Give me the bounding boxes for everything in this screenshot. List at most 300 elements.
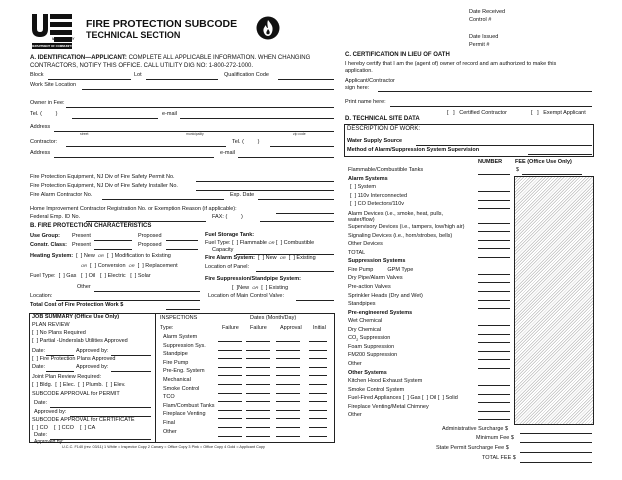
inspections-heading: INSPECTIONS [160, 315, 198, 321]
technical-item-text: Smoke Control System [348, 386, 405, 393]
technical-number-field[interactable] [478, 385, 510, 386]
inspection-row-label: Smoke Control [163, 385, 200, 392]
fire-alarm-contractor-label: Fire Alarm Contractor No. [30, 192, 93, 198]
heating-or-1: OR [97, 253, 104, 258]
contractor-address-field[interactable] [54, 157, 214, 158]
logo-text: DCA [0, 0, 3, 1]
flame-icon [256, 16, 280, 40]
technical-check-text[interactable]: CO Detectors/110v [357, 201, 405, 208]
technical-number-field[interactable] [478, 174, 510, 175]
owner-email-label: e-mail [162, 111, 177, 117]
technical-item-text2: water/flow) [348, 217, 375, 224]
inspection-date-field[interactable] [246, 401, 270, 402]
technical-number-field[interactable] [478, 282, 510, 283]
technical-number-field[interactable] [478, 291, 510, 292]
inspection-date-field[interactable] [218, 401, 242, 402]
inspection-date-field[interactable] [309, 367, 327, 368]
job-summary-heading: JOB SUMMARY (Office Use Only) [32, 314, 120, 320]
technical-item-text: Foam Suppression [348, 343, 395, 350]
suppression-new-option[interactable]: New [238, 285, 250, 291]
tank-capacity-label: Capacity [212, 247, 234, 253]
technical-item [348, 251, 365, 257]
inspection-date-field[interactable] [246, 350, 270, 351]
technical-check-text[interactable]: 110v Interconnected [357, 192, 408, 199]
heating-replacement-option[interactable]: Replacement [145, 263, 178, 269]
suppression-or: OR [252, 285, 259, 290]
subcode-cert-date-label: Date: [34, 432, 48, 438]
owner-email-field[interactable] [180, 118, 334, 119]
technical-item [348, 353, 397, 359]
use-group-present-field[interactable] [94, 240, 132, 241]
fp-plans-approved-by-field[interactable] [111, 371, 151, 372]
contractor-email-field[interactable] [238, 157, 334, 158]
technical-item [348, 362, 362, 368]
inspection-date-field[interactable] [276, 418, 300, 419]
heating-system-label: Heating System: [30, 253, 74, 259]
technical-heading-text: Alarm Systems [348, 175, 388, 182]
fuel-type-row: Fuel Type: [ ] Gas [ ] Oil [ ] Electric [ ] Solar [30, 273, 151, 279]
form-title: FIRE PROTECTION SUBCODE [86, 18, 238, 30]
constr-class-present-label: Present [72, 242, 91, 248]
technical-number-field[interactable] [478, 248, 510, 249]
contractor-email-label: e-mail [220, 150, 235, 156]
fp-permit-field[interactable] [196, 181, 334, 182]
qualification-code-label: Qualification Code [224, 72, 269, 78]
inspection-date-field[interactable] [246, 358, 270, 359]
partial-option[interactable]: [ ] Partial -Underslab Utilities Approved [32, 338, 128, 344]
work-site-label: Work Site Location [30, 82, 77, 88]
joint-elev-option[interactable]: Elev. [113, 382, 126, 388]
technical-number-field[interactable] [478, 325, 510, 326]
inspection-date-field[interactable] [246, 393, 270, 394]
minimum-fee-field[interactable] [520, 442, 592, 443]
fuel-other-field[interactable] [94, 291, 200, 292]
partial-approved-by-field[interactable] [111, 355, 151, 356]
heating-row2: OR [ ] Conversion OR [ ] Replacement [81, 263, 178, 269]
inspection-date-field[interactable] [246, 384, 270, 385]
technical-item [348, 268, 413, 274]
inspection-date-field[interactable] [218, 427, 242, 428]
fax-text: FAX [212, 214, 223, 220]
location-control-valve-label: Location of Main Control Valve: [208, 293, 285, 299]
owner-tel-field[interactable] [72, 118, 158, 119]
technical-number-field[interactable] [478, 200, 510, 201]
section-c-heading: C. CERTIFICATION IN LIEU OF OATH [345, 52, 450, 58]
inspection-date-field[interactable] [276, 341, 300, 342]
inspection-date-field[interactable] [309, 410, 327, 411]
total-cost-text: Total Cost of Fire Protection Work [30, 302, 119, 308]
technical-item [348, 225, 464, 231]
tank-combustible-option[interactable]: Combustible [283, 240, 315, 246]
technical-item-text: Other [348, 412, 362, 419]
fuel-solar-option[interactable]: Solar [137, 273, 151, 279]
total-fee-label: TOTAL FEE $ [482, 455, 516, 461]
no-plans-option[interactable]: [ ] No Plans Required [32, 330, 86, 336]
fp-plans-approved-by-label: Approved by: [76, 364, 109, 370]
suppression-standpipe-label: Fire Suppression/Standpipe System: [205, 276, 301, 282]
fee-dollar-sign: $ [516, 167, 520, 173]
inspection-row-label: Flam/Combust Tanks [163, 402, 215, 409]
technical-item-text: Other Devices [348, 241, 383, 248]
joint-plan-options: [ ] Bldg. [ ] Elec. [ ] Plumb. [ ] Elev. [32, 382, 126, 388]
home-improvement-label: Home Improvement Contractor Registration No. or Exemption Reason (if applicable): [30, 206, 237, 212]
technical-item [348, 177, 388, 183]
technical-item-text: Supervisory Devices (i.e., tampers, low/high air) [348, 224, 465, 231]
municipality-caption: municipality [186, 132, 204, 136]
contractor-tel-text: Tel. [232, 139, 241, 145]
subcode-cert-date-field[interactable] [50, 439, 151, 440]
technical-number-field[interactable] [478, 308, 510, 309]
owner-tel-label: Tel. ( ) [30, 111, 58, 117]
inspection-date-field[interactable] [218, 375, 242, 376]
alarm-new-option[interactable]: New [265, 255, 277, 261]
technical-item [348, 336, 390, 343]
technical-item-text: Other [348, 360, 362, 367]
heating-location-field[interactable] [56, 300, 200, 301]
total-cost-label [30, 303, 123, 309]
zip-caption: zip code [293, 132, 306, 136]
fee-column-heading: FEE (Office Use Only) [515, 159, 572, 165]
inspection-date-field[interactable] [276, 393, 300, 394]
technical-item [348, 319, 382, 325]
co2-rest-text: Suppression [358, 335, 391, 342]
inspection-date-field[interactable] [246, 418, 270, 419]
technical-item-text: TOTAL [348, 249, 366, 256]
inspection-date-field[interactable] [309, 341, 327, 342]
inspection-date-field[interactable] [218, 341, 242, 342]
inspection-date-field[interactable] [309, 350, 327, 351]
technical-item [348, 294, 423, 300]
technical-number-field[interactable] [478, 419, 510, 420]
technical-number-field[interactable] [478, 257, 510, 258]
partial-approved-by-label: Approved by: [76, 348, 109, 354]
inspection-date-field[interactable] [276, 410, 300, 411]
technical-item-text: Signaling Devices (i.e., horn/strobes, bells) [348, 232, 453, 239]
technical-number-field[interactable] [478, 359, 510, 360]
inspection-date-field[interactable] [218, 358, 242, 359]
contractor-address-label: Address [30, 150, 51, 156]
use-group-present-label: Present [72, 233, 91, 239]
inspection-row-label: Other [163, 428, 177, 435]
technical-item [348, 328, 381, 334]
technical-number-field[interactable] [478, 300, 510, 301]
inspections-type-label: Type: [160, 325, 174, 331]
technical-item-text: Sprinkler Heads (Dry and Wet) [348, 292, 423, 299]
subcode-cert-approved-by-label: Approved by: [34, 439, 64, 445]
location-panel-field[interactable] [256, 271, 334, 272]
federal-emp-field[interactable] [86, 221, 206, 222]
inspection-date-field[interactable] [276, 350, 300, 351]
technical-item [348, 413, 362, 419]
fuel-appliance-oil-option[interactable]: Oil [429, 395, 437, 402]
technical-number-field[interactable] [478, 208, 510, 209]
fuel-appliance-gas-option[interactable]: Gas [410, 395, 421, 402]
alarm-existing-option[interactable]: Existing [296, 255, 316, 261]
technical-number-field[interactable] [478, 274, 510, 275]
tank-flammable-option[interactable]: Flammable [239, 240, 267, 246]
inspection-date-field[interactable] [309, 358, 327, 359]
exp-date-label: Exp. Date [230, 192, 255, 198]
technical-item [348, 405, 429, 411]
fire-alarm-system-label: Fire Alarm System: [205, 255, 255, 261]
inspection-date-field[interactable] [218, 393, 242, 394]
technical-item-text: Fireplace Venting/Metal Chimney [348, 403, 429, 410]
technical-heading-text: Other Systems [348, 369, 387, 376]
inspection-date-field[interactable] [309, 393, 327, 394]
fp-plans-approved-option[interactable]: [ ] Fire Protection Plans Approved [32, 356, 116, 362]
federal-emp-label: Federal Emp. ID No. [30, 214, 81, 220]
inspection-date-field[interactable] [246, 367, 270, 368]
number-column-heading: NUMBER [478, 159, 503, 165]
technical-item [348, 259, 405, 265]
fp-installer-field[interactable] [196, 190, 334, 191]
technical-item [348, 276, 403, 282]
inspection-date-field[interactable] [309, 384, 327, 385]
cert-co-option[interactable]: CO [39, 425, 48, 431]
owner-field[interactable] [66, 107, 334, 108]
fp-installer-label: Fire Protection Equipment, NJ Div of Fire Safety Installer No. [30, 183, 178, 189]
technical-number-field[interactable] [478, 334, 510, 335]
description-label: DESCRIPTION OF WORK: [347, 126, 421, 132]
inspection-row-label: Alarm System [163, 334, 198, 340]
fire-alarm-system-row: Fire Alarm System: [ ] New OR [ ] Existing [205, 255, 316, 261]
owner-address-label: Address [30, 124, 51, 130]
inspection-date-field[interactable] [246, 375, 270, 376]
constr-class-proposed-field[interactable] [166, 249, 198, 250]
inspection-row-label: Fire Pump [163, 359, 189, 366]
joint-bldg-option[interactable]: Bldg. [39, 382, 53, 388]
inspection-date-field[interactable] [276, 384, 300, 385]
location-control-valve-field[interactable] [296, 300, 334, 301]
inspection-date-field[interactable] [218, 418, 242, 419]
inspection-row-label: Suppression Sys. [163, 342, 206, 349]
certified-contractor-option[interactable]: [ ] Certified Contractor [447, 110, 507, 116]
contractor-field[interactable] [66, 146, 226, 147]
inspection-date-field[interactable] [246, 436, 270, 437]
alarm-or: OR [279, 255, 286, 260]
lot-field[interactable] [146, 79, 218, 80]
technical-item-text: Flammable/Combustible Tanks [348, 167, 424, 173]
state-surcharge-field[interactable] [520, 452, 592, 453]
technical-number-field[interactable] [478, 394, 510, 395]
subcode-permit-approved-by-label: Approved by: [34, 409, 67, 415]
fp-plans-date-label: Date: [32, 364, 46, 370]
inspection-date-field[interactable] [218, 350, 242, 351]
inspection-date-field[interactable] [218, 367, 242, 368]
technical-number-field[interactable] [478, 411, 510, 412]
technical-item-text: Standpipes [348, 301, 376, 308]
inspection-date-field[interactable] [309, 418, 327, 419]
exp-date-field[interactable] [258, 199, 334, 200]
cert-ca-option[interactable]: CA [87, 425, 96, 431]
technical-item: [ ] System [350, 184, 376, 191]
inspection-date-field[interactable] [309, 375, 327, 376]
total-cost-field[interactable] [166, 309, 200, 310]
technical-item-text: Wet Chemical [348, 318, 383, 325]
technical-item [348, 388, 404, 394]
technical-item-text: Pre-action Valves [348, 284, 391, 290]
fuel-gas-option[interactable]: Gas [66, 273, 77, 279]
logo-department: DEPARTMENT OF COMMUNITY AFFAIRS [31, 44, 86, 48]
contractor-tel-label: Tel. ( ) [232, 139, 260, 145]
print-name-label: Print name here: [345, 99, 386, 105]
section-a-instructions-line1: COMPLETE ALL APPLICABLE INFORMATION. WHEN CHANGING [128, 55, 311, 61]
inspection-date-field[interactable] [276, 367, 300, 368]
technical-number-field[interactable] [478, 231, 510, 232]
technical-item [348, 379, 422, 385]
total-fee-field[interactable] [520, 462, 592, 463]
applicant-line2: sign here: [345, 85, 370, 91]
technical-item: [ ] CO Detectors/110v [350, 201, 405, 208]
technical-number-field[interactable] [478, 368, 510, 369]
certification-text [345, 61, 556, 75]
tank-or: OR [268, 240, 275, 245]
technical-item [348, 211, 443, 224]
suppression-existing-option[interactable]: Existing [268, 285, 289, 291]
technical-number-field[interactable] [478, 342, 510, 343]
inspection-date-field[interactable] [218, 436, 242, 437]
minimum-fee-label: Minimum Fee $ [476, 435, 514, 441]
home-improvement-field[interactable] [276, 213, 334, 214]
fee-office-use-area [514, 176, 594, 425]
fp-plans-approved-text: Fire Protection Plans Approved [39, 356, 116, 362]
inspection-date-field[interactable] [276, 375, 300, 376]
heating-or-2: OR [81, 263, 87, 268]
date-issued-label: Date Issued [469, 34, 499, 40]
technical-number-field[interactable] [478, 240, 510, 241]
technical-item [348, 234, 452, 240]
print-name-field[interactable] [390, 106, 592, 107]
inspection-date-field[interactable] [246, 410, 270, 411]
method-alarm-field[interactable] [528, 154, 592, 155]
tank-fuel-type-label: Fuel Type: [205, 240, 231, 246]
heating-modification-option[interactable]: Modification to Existing [114, 253, 171, 259]
contractor-label: Contractor: [30, 139, 58, 145]
inspection-date-field[interactable] [276, 358, 300, 359]
inspection-column-header: Approval [280, 325, 302, 331]
inspection-date-field[interactable] [309, 401, 327, 402]
use-group-label: Use Group: [30, 233, 60, 239]
technical-item-text: FM200 Suppression [348, 352, 398, 359]
technical-item-text: CO [348, 335, 357, 342]
inspection-row-label: Standpipe [163, 351, 188, 358]
technical-item: Fuel-Fired Appliances [ ] Gas [ ] Oil [ ] Solid [348, 395, 458, 402]
technical-item-text: Dry Chemical [348, 326, 382, 333]
inspection-date-field[interactable] [218, 410, 242, 411]
subcode-permit-heading: SUBCODE APPROVAL for PERMIT [32, 391, 120, 397]
inspection-date-field[interactable] [276, 436, 300, 437]
fuel-electric-option[interactable]: Electric [107, 273, 126, 279]
inspection-date-field[interactable] [218, 384, 242, 385]
block-label: Block [30, 72, 44, 78]
technical-heading-text: Suppression Systems [348, 258, 406, 265]
owner-tel-text: Tel. [30, 111, 39, 117]
technical-item [348, 345, 394, 351]
fire-alarm-contractor-field[interactable] [102, 199, 224, 200]
logo-state: NEW JERSEY [52, 37, 75, 41]
technical-item-text: Alarm Devices (i.e., smoke, heat, pulls, [348, 210, 444, 217]
exempt-applicant-text: Exempt Applicant [543, 110, 586, 116]
form-subtitle: TECHNICAL SECTION [86, 30, 181, 40]
subcode-permit-date-field[interactable] [50, 407, 151, 408]
cert-cco-option[interactable]: CCO [61, 425, 74, 431]
section-a-heading: A. IDENTIFICATION—APPLICANT: [30, 55, 127, 61]
use-group-proposed-label: Proposed [138, 233, 162, 239]
section-b-heading: B. FIRE PROTECTION CHARACTERISTICS [30, 223, 152, 229]
inspection-date-field[interactable] [276, 427, 300, 428]
technical-check-text[interactable]: System [357, 184, 376, 191]
joint-plumb-option[interactable]: Plumb. [85, 382, 103, 388]
date-received-label: Date Received [469, 9, 506, 15]
certification-line2: application. [345, 68, 373, 74]
technical-item-text: Kitchen Hood Exhaust System [348, 378, 423, 385]
applicant-signature-label [345, 78, 395, 92]
joint-elec-option[interactable]: Elec. [62, 382, 76, 388]
heating-conversion-option[interactable]: Conversion [97, 263, 126, 269]
inspection-row-label: TCO [163, 394, 175, 401]
fuel-storage-tank-label: Fuel Storage Tank: [205, 232, 255, 238]
technical-number-field[interactable] [478, 223, 510, 224]
technical-item [348, 242, 383, 248]
location-panel-label: Location of Panel: [205, 264, 250, 270]
heating-system-row: Heating System: [ ] New OR [ ] Modification to Existing [30, 253, 171, 259]
lot-label: Lot [134, 72, 142, 78]
fuel-type-label: Fuel Type: [30, 273, 56, 279]
constr-class-present-field[interactable] [94, 249, 132, 250]
water-supply-field[interactable] [416, 145, 592, 146]
heating-new-option[interactable]: New [83, 253, 95, 259]
subcode-cert-heading: SUBCODE APPROVAL for CERTIFICATE [32, 417, 135, 423]
technical-item-text: Dry Pipe/Alarm Valves [348, 275, 403, 282]
flame-logo [256, 16, 280, 40]
fuel-appliance-solid-option[interactable]: Solid [445, 395, 458, 402]
exempt-applicant-option[interactable]: [ ] Exempt Applicant [531, 110, 586, 116]
suppression-new-existing-row: [ ]New OR [ ] Existing [232, 285, 289, 291]
subcode-cert-options: [ ] CO [ ] CCO [ ] CA [32, 425, 96, 431]
fuel-oil-option[interactable]: Oil [88, 273, 96, 279]
section-d-heading: D. TECHNICAL SITE DATA [345, 116, 420, 122]
technical-item [348, 168, 423, 174]
inspection-date-field[interactable] [246, 427, 270, 428]
constr-class-proposed-label: Proposed [138, 242, 162, 248]
fp-plans-date-field[interactable] [46, 371, 74, 372]
applicant-signature-field[interactable] [378, 91, 592, 92]
control-number-label: Control # [469, 17, 492, 23]
method-alarm-label: Method of Alarm/Suppression System Supervision [347, 147, 480, 153]
qualification-code-field[interactable] [278, 79, 334, 80]
inspection-date-field[interactable] [276, 401, 300, 402]
fax-field[interactable] [260, 221, 334, 222]
technical-number-field[interactable] [478, 402, 510, 403]
inspection-date-field[interactable] [309, 436, 327, 437]
fp-permit-label: Fire Protection Equipment, NJ Div of Fire Safety Permit No. [30, 174, 175, 180]
admin-surcharge-label: Administrative Surcharge $ [442, 426, 509, 432]
subcode-permit-date-label: Date: [34, 400, 48, 406]
fee-top-field[interactable] [522, 174, 582, 175]
technical-number-field[interactable] [478, 351, 510, 352]
work-site-field[interactable] [82, 89, 334, 90]
inspection-date-field[interactable] [309, 427, 327, 428]
inspection-date-field[interactable] [246, 341, 270, 342]
use-group-proposed-field[interactable] [166, 240, 198, 241]
block-field[interactable] [48, 79, 131, 80]
contractor-tel-field[interactable] [270, 146, 334, 147]
admin-surcharge-field[interactable] [520, 433, 592, 434]
water-supply-label: Water Supply Source [347, 138, 403, 144]
no-plans-text: No Plans Required [39, 330, 86, 336]
technical-number-field[interactable] [478, 191, 510, 192]
gpm-type-label: GPM Type [387, 266, 414, 273]
